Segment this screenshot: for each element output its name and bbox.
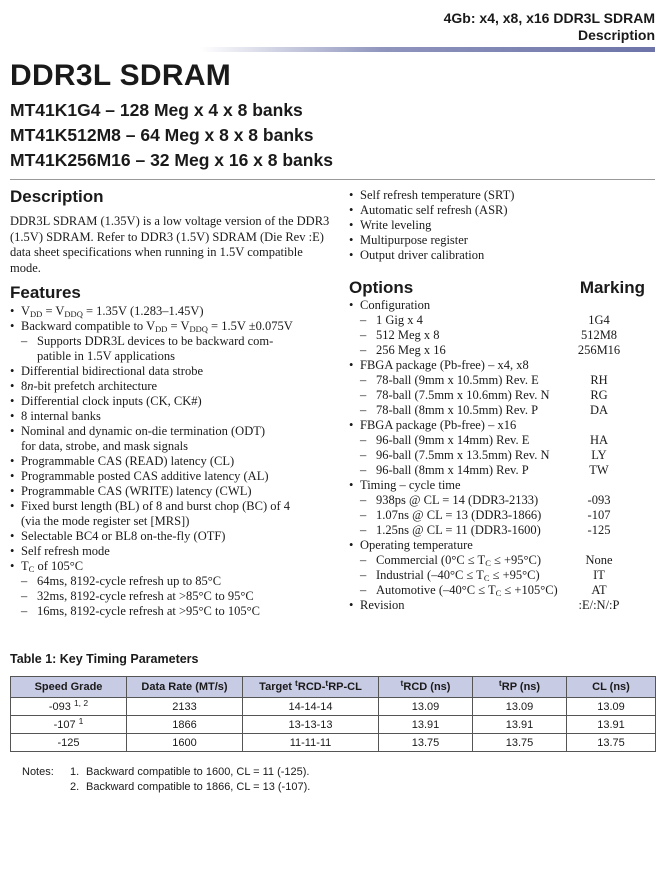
feature-al: • Programmable posted CAS additive latency (AL): [10, 469, 335, 484]
feature-write-leveling: • Write leveling: [349, 218, 656, 233]
description-text: DDR3L SDRAM (1.35V) is a low voltage version of the DDR3 (1.5V) SDRAM. Refer to DDR3 (1.5V) SDRAM (Die Rev :E) data sheet specifications when running in 1.5V compatible mode.: [10, 214, 330, 275]
key-timing-table: [10, 676, 656, 752]
option-item: – Industrial $(-40^\circ C \le T_C \le +95^\circ C)$ IT: [349, 568, 656, 583]
feature-odt-cont: for data, strobe, and mask signals: [21, 439, 188, 453]
col-data-rate: Data Rate (MT/s): [127, 677, 243, 698]
feature-srt: • Self refresh temperature (SRT): [349, 188, 656, 203]
feature-refresh-85: – 64ms, 8192-cycle refresh up to 85°C: [10, 574, 335, 589]
cell-trcd: 13.75: [379, 734, 473, 752]
option-item: – 78-ball (8mm x 10.5mm) Rev. P DA: [349, 403, 656, 418]
feature-clock: • Differential clock inputs (CK, CK#): [10, 394, 335, 409]
col-cl: CL (ns): [567, 677, 656, 698]
marking-code: AT: [591, 583, 607, 597]
marking-code: RG: [590, 388, 608, 402]
feature-burst: • Fixed burst length (BL) of 8 and burst chop (BC) of 4: [10, 499, 335, 514]
marking-code: -093: [587, 493, 611, 507]
table-caption: Table 1: Key Timing Parameters: [10, 652, 199, 666]
part-number-3: MT41K256M16 – 32 Meg x 16 x 8 banks: [10, 150, 333, 170]
feature-refresh-95: – 32ms, 8192-cycle refresh at >85°C to 95°C: [10, 589, 335, 604]
option-item: – Commercial $(0^\circ C \le T_C \le +95^\circ C)$ None: [349, 553, 656, 568]
cell-data-rate: 1600: [127, 734, 243, 752]
feature-backward-compatible: • Backward compatible to $V_{DD} = V_{DDQ} = 1.5V \pm 0.075V$: [10, 319, 335, 334]
options-list: [349, 298, 656, 613]
option-revision: • Revision :E/:N/:P: [349, 598, 656, 613]
marking-code: -107: [587, 508, 611, 522]
col-trp: $^t$RP (ns): [473, 677, 567, 698]
table-notes: [22, 765, 310, 795]
feature-driver-calibration: • Output driver calibration: [349, 248, 656, 263]
cell-trcd: 13.09: [379, 698, 473, 716]
page-title: DDR3L SDRAM: [10, 59, 232, 92]
col-trcd: $^t$RCD (ns): [379, 677, 473, 698]
cell-speed-grade: -093 $^{1, 2}$: [11, 698, 127, 716]
features-list: [10, 304, 335, 619]
note-1: Notes: 1. Backward compatible to 1600, CL = 11 (-125).: [22, 766, 310, 778]
description-section: [10, 187, 335, 276]
cell-data-rate: 2133: [127, 698, 243, 716]
feature-burst-cont: (via the mode register set [MRS]): [21, 514, 190, 528]
marking-code: RH: [590, 373, 608, 387]
option-item: – 1.25ns @ CL = 11 (DDR3-1600) -125: [349, 523, 656, 538]
option-item: – 1 Gig x 4 1G4: [349, 313, 656, 328]
cell-trp: 13.75: [473, 734, 567, 752]
marking-code: IT: [593, 568, 605, 582]
feature-backward-sub: – Supports DDR3L devices to be backward com-: [10, 334, 335, 349]
table-row: [11, 698, 656, 716]
divider: [10, 179, 655, 180]
cell-cl: 13.75: [567, 734, 656, 752]
feature-tc: • $T_C$ of 105°C: [10, 559, 335, 574]
header-subtitle: Description: [577, 27, 655, 43]
description-heading: Description: [10, 187, 104, 206]
part-number-2: MT41K512M8 – 64 Meg x 8 x 8 banks: [10, 125, 314, 145]
feature-prefetch: • 8n-bit prefetch architecture: [10, 379, 335, 394]
option-item: – 96-ball (7.5mm x 13.5mm) Rev. N LY: [349, 448, 656, 463]
marking-code: 256M16: [577, 343, 621, 357]
feature-odt: • Nominal and dynamic on-die termination (ODT): [10, 424, 335, 439]
cell-target: 13-13-13: [243, 716, 379, 734]
part-number-1: MT41K1G4 – 128 Meg x 4 x 8 banks: [10, 100, 303, 120]
feature-refresh-105: – 16ms, 8192-cycle refresh at >95°C to 105°C: [10, 604, 335, 619]
cell-target: 11-11-11: [243, 734, 379, 752]
feature-otf: • Selectable BC4 or BL8 on-the-fly (OTF): [10, 529, 335, 544]
cell-speed-grade: -107 $^1$: [11, 716, 127, 734]
option-item: – 96-ball (9mm x 14mm) Rev. E HA: [349, 433, 656, 448]
option-timing: • Timing – cycle time: [349, 478, 656, 493]
cell-trcd: 13.91: [379, 716, 473, 734]
marking-code: LY: [591, 448, 607, 462]
marking-code: HA: [589, 433, 609, 447]
option-fbga-x4-x8: • FBGA package (Pb-free) – x4, x8: [349, 358, 656, 373]
feature-vdd: • $V_{DD} = V_{DDQ} = 1.35V$ (1.283–1.45V): [10, 304, 335, 319]
feature-cl: • Programmable CAS (READ) latency (CL): [10, 454, 335, 469]
marking-code: 1G4: [588, 313, 610, 327]
marking-heading: Marking: [579, 278, 645, 297]
marking-code: TW: [589, 463, 609, 477]
option-item: – 1.07ns @ CL = 13 (DDR3-1866) -107: [349, 508, 656, 523]
option-configuration: • Configuration: [349, 298, 656, 313]
feature-asr: • Automatic self refresh (ASR): [349, 203, 656, 218]
option-fbga-x16: • FBGA package (Pb-free) – x16: [349, 418, 656, 433]
table-row: [11, 716, 656, 734]
option-item: – 78-ball (9mm x 10.5mm) Rev. E RH: [349, 373, 656, 388]
header-bar: [200, 47, 655, 52]
marking-code: None: [585, 553, 613, 567]
features-list-continued: [349, 188, 656, 263]
table-row: [11, 734, 656, 752]
cell-data-rate: 1866: [127, 716, 243, 734]
features-heading: Features: [10, 283, 81, 302]
marking-code: :E/:N/:P: [578, 598, 620, 612]
cell-cl: 13.91: [567, 716, 656, 734]
feature-banks: • 8 internal banks: [10, 409, 335, 424]
col-target: Target $^t$RCD-$^t$RP-CL: [243, 677, 379, 698]
note-2: 2. Backward compatible to 1866, CL = 13 (-107).: [70, 781, 311, 793]
option-item: – 96-ball (8mm x 14mm) Rev. P TW: [349, 463, 656, 478]
cell-speed-grade: -125: [11, 734, 127, 752]
marking-code: DA: [589, 403, 609, 417]
features-section: [10, 283, 335, 619]
marking-code: 512M8: [580, 328, 618, 342]
options-section: [349, 278, 656, 613]
feature-cwl: • Programmable CAS (WRITE) latency (CWL): [10, 484, 335, 499]
col-speed-grade: Speed Grade: [11, 677, 127, 698]
cell-trp: 13.09: [473, 698, 567, 716]
header-title: 4Gb: x4, x8, x16 DDR3L SDRAM: [443, 10, 655, 26]
table-header-row: [11, 677, 656, 698]
option-operating-temperature: • Operating temperature: [349, 538, 656, 553]
cell-trp: 13.91: [473, 716, 567, 734]
option-item: – 512 Meg x 8 512M8: [349, 328, 656, 343]
options-heading: Options: [349, 278, 414, 297]
option-item: – 938ps @ CL = 14 (DDR3-2133) -093: [349, 493, 656, 508]
feature-strobe: • Differential bidirectional data strobe: [10, 364, 335, 379]
option-item: – 78-ball (7.5mm x 10.6mm) Rev. N RG: [349, 388, 656, 403]
option-item: – 256 Meg x 16 256M16: [349, 343, 656, 358]
feature-self-refresh: • Self refresh mode: [10, 544, 335, 559]
feature-mpr: • Multipurpose register: [349, 233, 656, 248]
marking-code: -125: [587, 523, 611, 537]
features-continued: [349, 188, 656, 263]
option-item: – Automotive $(-40^\circ C \le T_C \le +105^\circ C)$ AT: [349, 583, 656, 598]
feature-backward-sub-cont: patible in 1.5V applications: [37, 349, 175, 363]
cell-target: 14-14-14: [243, 698, 379, 716]
cell-cl: 13.09: [567, 698, 656, 716]
